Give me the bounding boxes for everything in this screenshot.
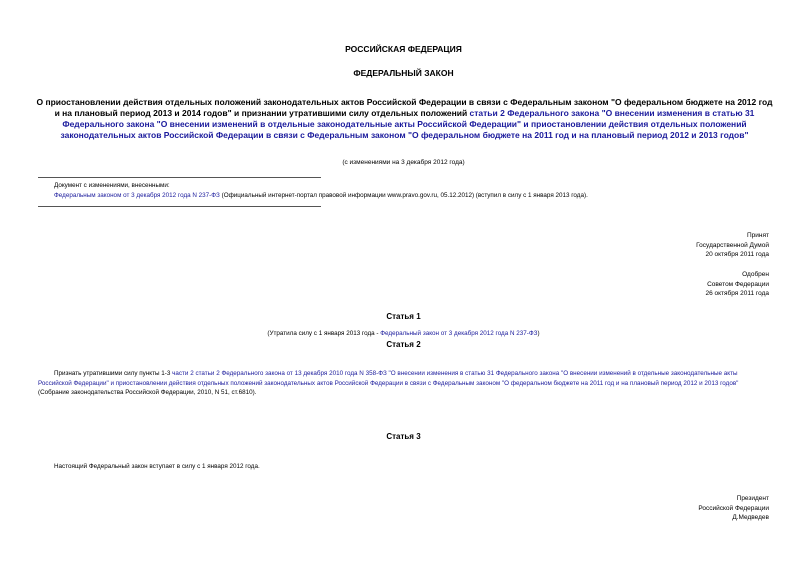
article1-title: Статья 1 — [386, 312, 421, 321]
title-text: О приостановлении действия отдельных положений законодательных актов Российской Федерации в связи с Федеральным законом "О федеральном бюджете на 2012 год и на плановый период 2013 и 2014 годов" и признании утратившими силу отдельных положений — [36, 97, 773, 118]
article1-note-suffix: ) — [537, 330, 540, 337]
article1-note-link[interactable]: Федеральный закон от 3 декабря 2012 года N 237-ФЗ — [380, 330, 538, 337]
article2-title: Статья 2 — [386, 340, 421, 349]
document-law-type: ФЕДЕРАЛЬНЫЙ ЗАКОН — [353, 68, 454, 78]
signature-block — [698, 494, 769, 523]
article2-text-link[interactable]: части 2 статьи 2 Федерального закона от 13 декабря 2010 года N 358-ФЗ "О внесении изменения в статью 31 Федерального закона "О внесении изменений в отдельные законодательные акты Российской Федерации" и приостановлении действия отдельных положений законодательных актов Российской Федерации в связи с Федеральным законом "О федеральном бюджете на 2011 год и на плановый период 2012 и 2013 годов" — [38, 370, 739, 387]
document-country: РОССИЙСКАЯ ФЕДЕРАЦИЯ — [345, 44, 462, 54]
divider-bottom — [38, 206, 321, 207]
divider-top — [38, 177, 321, 178]
article2-text-suffix: (Собрание законодательства Российской Федерации, 2010, N 51, ст.6810). — [38, 389, 257, 396]
doc-note — [54, 181, 588, 200]
signature-line2: Российской Федерации — [698, 504, 769, 512]
article2-text-prefix: Признать утратившими силу пункты 1-3 — [54, 370, 173, 377]
approved-line1: Одобрен — [742, 271, 769, 278]
document-title — [36, 97, 773, 141]
approved-line2: Советом Федерации — [707, 280, 769, 288]
approved-line3: 26 октября 2011 года — [705, 290, 769, 297]
adopted-line2: Государственной Думой — [696, 241, 769, 249]
article3-text: Настоящий Федеральный закон вступает в силу с 1 января 2012 года. — [54, 463, 260, 470]
article1-note — [0, 329, 807, 339]
adopted-block — [696, 231, 769, 260]
doc-note-body — [54, 191, 588, 200]
doc-note-rest: (Официальный интернет-портал правовой информации www.pravo.gov.ru, 05.12.2012) (вступил в силу с 1 января 2013 года). — [219, 192, 588, 199]
doc-note-heading: Документ с изменениями, внесенными: — [54, 182, 170, 189]
adopted-line3: 20 октября 2011 года — [705, 251, 769, 258]
title-link[interactable]: статьи 2 Федерального закона "О внесении изменения в статью 31 Федерального закона "О внесении изменений в отдельные законодательные акты Российской Федерации" и приостановлении действия отдельных положений законодательных актов Российской Федерации в связи с Федеральным законом "О федеральном бюджете на 2011 год и на плановый период 2012 и 2013 годов" — [60, 108, 755, 140]
adopted-line1: Принят — [746, 232, 769, 239]
article3-title: Статья 3 — [386, 432, 421, 441]
amended-note: (с изменениями на 3 декабря 2012 года) — [342, 159, 465, 166]
article2-text — [38, 369, 770, 398]
article1-note-prefix: (Утратила силу с 1 января 2013 года - — [267, 330, 381, 337]
signature-line3: Д.Медведев — [732, 514, 769, 521]
doc-note-link[interactable]: Федеральным законом от 3 декабря 2012 года N 237-ФЗ — [54, 192, 220, 199]
approved-block — [705, 270, 769, 299]
signature-line1: Президент — [736, 495, 769, 502]
